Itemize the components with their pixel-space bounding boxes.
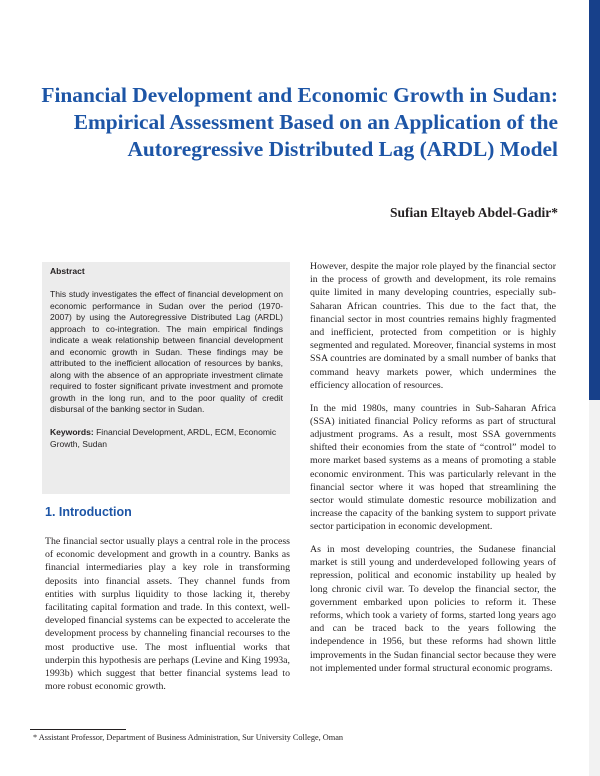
paragraph-financial-sector-role: However, despite the major role played by the financial sector in the process of growth and development, its role remains quite limited in many developing countries, especially sub-Saharan African countries. This due to the fact that, the financial sector in most countries remains highly fragmented and inefficient, protected from competition or is highly segmented and regulated. Moreover, financial systems in most SSA countries are dominated by a small number of banks that command heavy markets power, which undermines the efficiency allocation of resources. — [310, 261, 556, 391]
abstract-heading: Abstract — [50, 266, 85, 276]
footnote: * Assistant Professor, Department of Business Administration, Sur University College, Oman — [33, 733, 344, 742]
abstract-text: This study investigates the effect of financial development on economic performance in Sudan over the period (1970- 2007) by using the Autoregressive Distributed Lag (ARDL) approach to co-integration. The main empirical findings indicate a weak relationship between financial development and economic growth in Sudan. These findings may be attributed to the inefficient allocation of resources by banks, along with the absence of an appropriate investment climate required to foster significant private investment and promote growth in the long run, and to the poor quality of credit disbursal of the banking sector in Sudan. — [50, 289, 283, 414]
paragraph-ssa-reforms: In the mid 1980s, many countries in Sub-Saharan Africa (SSA) initiated financial Policy reforms as part of structural adjustment programs. As a result, most SSA governments shifted their economies from the state of “control” model to more market based systems as a means of promoting a stable economic environment. This was particularly relevant in the financial sector where it was hoped that streamlining the sector would stimulate domestic resource mobilization and increase the capacity of the banking system to support private sector participation in economic development. — [310, 402, 556, 533]
intro-paragraph: The financial sector usually plays a central role in the process of economic development and growth in a country. Banks as financial intermediaries play a key role in transforming deposits into financial assets. They channel funds from entities with surplus liquidity to those lacking it, thereby facilitating capital formation and trade. In this context, well-developed financial systems can be expected to accelerate the development process by channeling financial recourses to the most productive use. The most influential works that underpin this hypothesis are perhaps (Levine and King 1993a, 1993b) which suggest that better financial systems lead to more robust economic growth. — [45, 536, 290, 693]
section-heading-introduction: 1. Introduction — [45, 505, 132, 519]
paragraph-sudan-market: As in most developing countries, the Sudanese financial market is still young and underdeveloped following years of repression, political and economic instability up healed by long chronic civil war. To develop the financial sector, the government embarked upon policies to reform it. These reforms, which took a variety of forms, started long years ago and can be traced back to the years following the independence in 1956, but these reforms had shown little improvements in the Sudan financial sector because they were not implemented under formal structural economic programs. — [310, 544, 556, 674]
abstract-box — [42, 262, 290, 494]
keywords — [50, 427, 283, 450]
keywords-label: Keywords: — [50, 427, 94, 438]
side-stripe-blue — [589, 0, 600, 400]
author-name: Sufian Eltayeb Abdel-Gadir* — [389, 205, 558, 220]
keywords-list: Financial Development, ARDL, ECM, Economic Growth, Sudan — [50, 427, 277, 449]
paper-title: Financial Development and Economic Growth in Sudan: Empirical Assessment Based on an Application of the Autoregressive Distributed Lag (ARDL) Model — [41, 83, 558, 161]
right-column — [310, 260, 556, 675]
side-stripe-grey — [589, 400, 600, 776]
footnote-divider — [30, 729, 126, 730]
